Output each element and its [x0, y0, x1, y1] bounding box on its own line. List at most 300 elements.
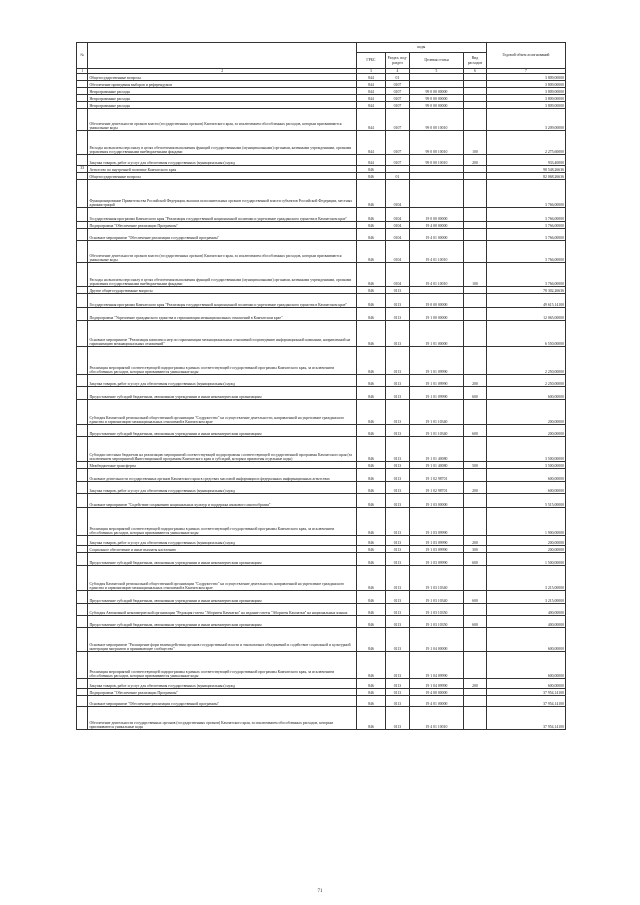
row-number: [77, 347, 88, 375]
row-grbs: 846: [356, 616, 385, 628]
row-amount: 200,00000: [486, 425, 565, 437]
row-grbs: 846: [356, 400, 385, 425]
row-section: 0107: [385, 95, 409, 102]
row-grbs: 844: [356, 102, 385, 109]
table-row: [77, 553, 566, 566]
row-amount: 200,00000: [486, 546, 565, 553]
row-number: [77, 263, 88, 287]
row-section: 0113: [385, 536, 409, 546]
row-section: 0104: [385, 241, 409, 263]
header-codes: коды: [356, 43, 486, 53]
header-expense-type: Вид расходов: [464, 53, 487, 69]
row-number: [77, 387, 88, 400]
row-name: Основное мероприятие "Содействие сохранению национальных культур и поддержка языкового многообразия": [88, 494, 356, 508]
row-grbs: 846: [356, 696, 385, 707]
row-section: 0107: [385, 102, 409, 109]
row-amount: 12 065,00000: [486, 308, 565, 321]
row-number: [77, 462, 88, 469]
row-grbs: 846: [356, 173, 385, 180]
row-section: 0107: [385, 109, 409, 131]
row-section: 0104: [385, 263, 409, 287]
row-grbs: 846: [356, 166, 385, 173]
row-target-article: 99 0 00 10010: [409, 131, 463, 155]
row-number: [77, 482, 88, 494]
row-amount: 600,00000: [486, 679, 565, 689]
row-amount: 5 515,00000: [486, 494, 565, 508]
row-expense-type: 600: [464, 616, 487, 628]
row-expense-type: [464, 208, 487, 222]
row-number: [77, 180, 88, 208]
row-expense-type: [464, 287, 487, 294]
table-row: [77, 263, 566, 287]
row-grbs: 846: [356, 591, 385, 604]
row-target-article: [409, 180, 463, 208]
row-expense-type: [464, 222, 487, 229]
row-expense-type: 200: [464, 536, 487, 546]
row-amount: 3 215,00000: [486, 591, 565, 604]
row-section: 0113: [385, 696, 409, 707]
row-expense-type: [464, 696, 487, 707]
row-expense-type: [464, 707, 487, 730]
row-target-article: [409, 74, 463, 81]
row-name: Расходы на выплаты персоналу в целях обеспечения выполнения функций государственными (муниципальными) органами, казенными учреждениями, органами управления государственными внебюджетными фондами: [88, 131, 356, 155]
row-target-article: 19 1 01 40080: [409, 437, 463, 462]
row-section: 0113: [385, 321, 409, 347]
row-target-article: 19 1 01 09990: [409, 387, 463, 400]
row-name: Обеспечение проведения выборов и референдумов: [88, 81, 356, 88]
row-grbs: 846: [356, 308, 385, 321]
row-target-article: 19 1 03 10340: [409, 566, 463, 591]
row-amount: 1 500,00000: [486, 553, 565, 566]
row-grbs: 846: [356, 462, 385, 469]
row-amount: 1 900,00000: [486, 508, 565, 536]
row-number: [77, 604, 88, 616]
row-expense-type: [464, 109, 487, 131]
row-number: [77, 469, 88, 482]
row-section: 0113: [385, 652, 409, 679]
row-number: [77, 102, 88, 109]
row-expense-type: 300: [464, 546, 487, 553]
row-expense-type: [464, 469, 487, 482]
row-amount: 200,00000: [486, 400, 565, 425]
row-expense-type: [464, 173, 487, 180]
row-section: 0113: [385, 308, 409, 321]
row-name: Основное деятельности государственных органов Камчатского края в средствах массовой информации и федеральных информационных агентствах: [88, 469, 356, 482]
row-target-article: 99 0 00 10010: [409, 155, 463, 166]
row-number: [77, 74, 88, 81]
row-amount: 600,00000: [486, 469, 565, 482]
row-name: Субсидия Камчатской региональной общественной организации "Содружество" на осуществление деятельности, направленной на укрепление гражданского единства и гармонизацию межнациональных отношений в Камчатском крае: [88, 566, 356, 591]
row-target-article: 19 1 03 00000: [409, 494, 463, 508]
row-name: Обеспечение деятельности органов власти (государственных органов) Камчатского края, за исключением обособленных расходов, которым присваиваются уникальные коды: [88, 241, 356, 263]
row-number: [77, 287, 88, 294]
row-section: 0113: [385, 604, 409, 616]
row-section: 0113: [385, 553, 409, 566]
row-target-article: 99 0 00 00000: [409, 95, 463, 102]
header-grbs: ГРБС: [356, 53, 385, 69]
row-amount: 3 766,00000: [486, 208, 565, 222]
row-expense-type: 200: [464, 375, 487, 387]
row-target-article: 19 1 04 00000: [409, 628, 463, 652]
row-name: Основное мероприятие "Обеспечение реализации государственной программы": [88, 696, 356, 707]
row-expense-type: [464, 400, 487, 425]
row-number: [77, 546, 88, 553]
row-name: Предоставление субсидий бюджетным, автономным учреждениям и иным некоммерческим организациям: [88, 616, 356, 628]
row-name: Межбюджетные трансферты: [88, 462, 356, 469]
table-row: [77, 707, 566, 730]
row-number: [77, 294, 88, 308]
table-row: [77, 375, 566, 387]
row-grbs: 844: [356, 131, 385, 155]
row-section: 0113: [385, 425, 409, 437]
row-grbs: 846: [356, 553, 385, 566]
row-name: Государственная программа Камчатского края "Реализация государственной национальной политики и укрепление гражданского единства в Камчатском крае": [88, 208, 356, 222]
row-target-article: 19 4 01 10010: [409, 263, 463, 287]
row-amount: 3 809,00000: [486, 74, 565, 81]
row-name: Субсидии местным бюджетам на реализацию мероприятий соответствующей подпрограммы соответствующей государственной программы Камчатского края (за исключением мероприятий Инвестиционной программы Камчатского края и субсидий, которым присвоены отдельные коды): [88, 437, 356, 462]
row-number: [77, 241, 88, 263]
row-expense-type: [464, 166, 487, 173]
row-section: 0107: [385, 81, 409, 88]
row-target-article: 19 1 03 10340: [409, 591, 463, 604]
row-expense-type: [464, 652, 487, 679]
column-number: 7: [486, 69, 565, 74]
row-grbs: 846: [356, 482, 385, 494]
row-name: Общегосударственные вопросы: [88, 74, 356, 81]
row-target-article: [409, 173, 463, 180]
row-number: [77, 616, 88, 628]
row-grbs: 846: [356, 180, 385, 208]
row-name: Предоставление субсидий бюджетным, автономным учреждениям и иным некоммерческим организациям: [88, 387, 356, 400]
row-expense-type: [464, 494, 487, 508]
row-name: Другие общегосударственные вопросы: [88, 287, 356, 294]
row-amount: 3 766,00000: [486, 222, 565, 229]
row-name: Агентство по внутренней политике Камчатского края: [88, 166, 356, 173]
column-number: 2: [88, 69, 356, 74]
row-amount: 98 548,26636: [486, 166, 565, 173]
table-row: [77, 696, 566, 707]
row-section: 0113: [385, 469, 409, 482]
row-number: [77, 321, 88, 347]
table-row: [77, 102, 566, 109]
row-section: 0113: [385, 508, 409, 536]
table-row: [77, 652, 566, 679]
row-amount: 37 954,14100: [486, 689, 565, 696]
row-name: Закупка товаров, работ и услуг для обеспечения государственных (муниципальных) нужд: [88, 375, 356, 387]
row-section: 0113: [385, 546, 409, 553]
row-expense-type: 200: [464, 679, 487, 689]
row-name: Субсидия Автономной некоммерческой организации "Редакция газеты "Абориген Камчатки" на издание газеты "Абориген Камчатки" на национальных языках: [88, 604, 356, 616]
row-grbs: 846: [356, 707, 385, 730]
row-number: [77, 131, 88, 155]
row-expense-type: [464, 508, 487, 536]
row-number: [77, 222, 88, 229]
table-row: [77, 689, 566, 696]
row-target-article: 19 1 03 09990: [409, 553, 463, 566]
row-number: [77, 425, 88, 437]
table-row: [77, 294, 566, 308]
table-row: [77, 679, 566, 689]
header-amount: Годовой объем ассигнований: [486, 43, 565, 69]
row-amount: 3 766,00000: [486, 241, 565, 263]
row-expense-type: [464, 88, 487, 95]
row-name: Закупка товаров, работ и услуг для обеспечения государственных (муниципальных) нужд: [88, 536, 356, 546]
row-number: [77, 508, 88, 536]
row-grbs: 846: [356, 469, 385, 482]
row-amount: 3 500,00000: [486, 437, 565, 462]
row-name: Реализация мероприятий соответствующей подпрограммы в рамках соответствующей государственной программы Камчатского края, за исключением обособленных расходов, которым присваиваются уникальные коды: [88, 652, 356, 679]
row-grbs: 846: [356, 229, 385, 241]
row-expense-type: 600: [464, 553, 487, 566]
row-amount: 82 068,26636: [486, 173, 565, 180]
table-row: [77, 387, 566, 400]
table-row: [77, 482, 566, 494]
row-target-article: 19 1 01 09990: [409, 375, 463, 387]
row-amount: 49 615,14100: [486, 294, 565, 308]
row-section: 0113: [385, 400, 409, 425]
row-grbs: 844: [356, 74, 385, 81]
row-grbs: 846: [356, 375, 385, 387]
row-section: 0113: [385, 287, 409, 294]
row-name: Обеспечение деятельности органов власти (государственных органов) Камчатского края, за исключением обособленных расходов, которым присваиваются уникальные коды: [88, 109, 356, 131]
row-number: [77, 400, 88, 425]
row-amount: 600,00000: [486, 652, 565, 679]
row-section: 0113: [385, 707, 409, 730]
row-name: Предоставление субсидий бюджетным, автономным учреждениям и иным некоммерческим организациям: [88, 591, 356, 604]
row-number: [77, 536, 88, 546]
row-section: 0113: [385, 294, 409, 308]
row-section: 0104: [385, 229, 409, 241]
row-grbs: 846: [356, 652, 385, 679]
row-section: 01: [385, 173, 409, 180]
row-target-article: 19 1 04 09990: [409, 679, 463, 689]
row-name: Подпрограмма "Укрепление гражданского единства и гармонизация межнациональных отношений в Камчатском крае": [88, 308, 356, 321]
row-grbs: 846: [356, 347, 385, 375]
row-expense-type: [464, 437, 487, 462]
row-section: 0113: [385, 375, 409, 387]
row-expense-type: [464, 294, 487, 308]
row-amount: 37 954,14100: [486, 707, 565, 730]
row-amount: 3 809,00000: [486, 95, 565, 102]
row-name: Основное мероприятие "Реализация комплекса мер по гармонизации межнациональных отношений и проведению информационной кампании, направленной на гармонизацию межнациональных отношений": [88, 321, 356, 347]
row-target-article: [409, 81, 463, 88]
row-name: Предоставление субсидий бюджетным, автономным учреждениям и иным некоммерческим организациям: [88, 553, 356, 566]
row-name: Функционирование Правительства Российской Федерации, высших исполнительных органов государственной власти субъектов Российской Федерации, местных администраций: [88, 180, 356, 208]
row-target-article: 19 1 02 98701: [409, 469, 463, 482]
row-section: 0104: [385, 208, 409, 222]
row-section: 0113: [385, 347, 409, 375]
table-row: [77, 425, 566, 437]
row-expense-type: 200: [464, 482, 487, 494]
row-name: Расходы на выплаты персоналу в целях обеспечения выполнения функций государственными (муниципальными) органами, казенными учреждениями, органами управления государственными внебюджетными фондами: [88, 263, 356, 287]
table-row: [77, 604, 566, 616]
row-target-article: 19 1 01 00000: [409, 321, 463, 347]
row-grbs: 846: [356, 566, 385, 591]
table-row: [77, 88, 566, 95]
row-target-article: 99 0 00 00000: [409, 88, 463, 95]
row-amount: 3 766,00000: [486, 229, 565, 241]
row-name: Реализация мероприятий соответствующей подпрограммы в рамках соответствующей государственной программы Камчатского края, за исключением обособленных расходов, которым присваиваются уникальные коды: [88, 347, 356, 375]
row-number: [77, 95, 88, 102]
row-expense-type: [464, 321, 487, 347]
row-name: Основное мероприятие "Обеспечение реализации государственной программы": [88, 229, 356, 241]
row-section: 0113: [385, 679, 409, 689]
row-number: [77, 553, 88, 566]
row-amount: 933,40000: [486, 155, 565, 166]
row-grbs: 846: [356, 546, 385, 553]
row-grbs: 846: [356, 508, 385, 536]
row-amount: 3 766,00000: [486, 180, 565, 208]
row-section: 0113: [385, 591, 409, 604]
row-name: Непрограммные расходы: [88, 95, 356, 102]
row-expense-type: [464, 308, 487, 321]
table-row: [77, 208, 566, 222]
row-target-article: 19 1 01 09990: [409, 347, 463, 375]
row-expense-type: [464, 566, 487, 591]
row-number: [77, 437, 88, 462]
row-target-article: 19 1 03 10350: [409, 604, 463, 616]
row-number: [77, 229, 88, 241]
row-amount: 400,00000: [486, 616, 565, 628]
row-amount: 3 209,00000: [486, 109, 565, 131]
column-number: 6: [464, 69, 487, 74]
row-target-article: 19 4 01 00000: [409, 696, 463, 707]
row-name: Предоставление субсидий бюджетным, автономным учреждениям и иным некоммерческим организациям: [88, 425, 356, 437]
column-number: 5: [409, 69, 463, 74]
row-expense-type: [464, 241, 487, 263]
row-target-article: 19 1 03 09990: [409, 508, 463, 536]
table-row: [77, 462, 566, 469]
row-target-article: 19 1 01 10340: [409, 425, 463, 437]
row-grbs: 846: [356, 387, 385, 400]
row-name: Социальное обеспечение и иные выплаты населению: [88, 546, 356, 553]
table-row: [77, 222, 566, 229]
table-row: [77, 131, 566, 155]
table-row: [77, 81, 566, 88]
row-section: 0113: [385, 494, 409, 508]
row-number: [77, 88, 88, 95]
row-name: Непрограммные расходы: [88, 102, 356, 109]
row-amount: 3 809,00000: [486, 81, 565, 88]
table-row: [77, 347, 566, 375]
header-target-article: Целевая статья: [409, 53, 463, 69]
row-grbs: 844: [356, 155, 385, 166]
table-body: [77, 74, 566, 730]
row-section: 0113: [385, 482, 409, 494]
row-expense-type: [464, 604, 487, 616]
row-number: [77, 696, 88, 707]
row-grbs: 846: [356, 208, 385, 222]
row-grbs: 846: [356, 536, 385, 546]
row-amount: 2 250,00000: [486, 375, 565, 387]
page-number: 71: [317, 889, 323, 894]
row-amount: 3 500,00000: [486, 462, 565, 469]
row-grbs: 844: [356, 81, 385, 88]
row-target-article: 19 1 01 10340: [409, 400, 463, 425]
row-amount: 3 809,00000: [486, 102, 565, 109]
row-target-article: 19 1 01 40080: [409, 462, 463, 469]
row-target-article: 19 4 01 10010: [409, 707, 463, 730]
row-amount: 6 550,00000: [486, 321, 565, 347]
row-expense-type: 600: [464, 591, 487, 604]
table-row: [77, 508, 566, 536]
row-name: Непрограммные расходы: [88, 88, 356, 95]
row-amount: 600,00000: [486, 628, 565, 652]
row-target-article: 19 4 00 00000: [409, 222, 463, 229]
row-number: [77, 173, 88, 180]
row-number: [77, 308, 88, 321]
row-section: 0113: [385, 566, 409, 591]
row-section: 0113: [385, 462, 409, 469]
row-grbs: 846: [356, 425, 385, 437]
row-target-article: 19 4 01 10010: [409, 241, 463, 263]
row-grbs: 846: [356, 494, 385, 508]
table-row: [77, 536, 566, 546]
row-expense-type: 600: [464, 425, 487, 437]
table-row: [77, 321, 566, 347]
row-section: 0113: [385, 616, 409, 628]
row-amount: 600,00000: [486, 482, 565, 494]
row-grbs: 846: [356, 222, 385, 229]
row-target-article: 19 4 00 00000: [409, 689, 463, 696]
row-target-article: 19 4 01 00000: [409, 229, 463, 241]
column-number: 3: [356, 69, 385, 74]
table-row: [77, 173, 566, 180]
row-expense-type: [464, 74, 487, 81]
row-target-article: 19 0 00 00000: [409, 294, 463, 308]
row-grbs: 846: [356, 679, 385, 689]
table-row: [77, 287, 566, 294]
row-target-article: [409, 287, 463, 294]
table-row: [77, 546, 566, 553]
table-row: [77, 400, 566, 425]
row-expense-type: [464, 81, 487, 88]
table-row: [77, 109, 566, 131]
row-target-article: [409, 166, 463, 173]
table-row: [77, 566, 566, 591]
row-number: [77, 375, 88, 387]
row-target-article: 99 0 00 00000: [409, 102, 463, 109]
row-number: 33: [77, 166, 88, 173]
row-amount: 3 809,00000: [486, 88, 565, 95]
row-expense-type: [464, 95, 487, 102]
row-section: 0113: [385, 387, 409, 400]
table-row: [77, 155, 566, 166]
table-row: [77, 616, 566, 628]
row-expense-type: [464, 229, 487, 241]
table-row: [77, 166, 566, 173]
row-expense-type: [464, 689, 487, 696]
row-grbs: 846: [356, 287, 385, 294]
row-target-article: 99 0 00 10010: [409, 109, 463, 131]
table-row: [77, 180, 566, 208]
column-number: 4: [385, 69, 409, 74]
column-number: 1: [77, 69, 88, 74]
row-number: [77, 689, 88, 696]
row-number: [77, 208, 88, 222]
budget-allocation-table: [76, 42, 566, 730]
row-number: [77, 707, 88, 730]
row-number: [77, 679, 88, 689]
header-section: Раздел, под-раздел: [385, 53, 409, 69]
row-name: Общегосударственные вопросы: [88, 173, 356, 180]
row-amount: 3 766,00000: [486, 263, 565, 287]
row-expense-type: [464, 628, 487, 652]
row-grbs: 846: [356, 628, 385, 652]
row-expense-type: [464, 347, 487, 375]
row-target-article: 19 1 03 10350: [409, 616, 463, 628]
table-row: [77, 437, 566, 462]
